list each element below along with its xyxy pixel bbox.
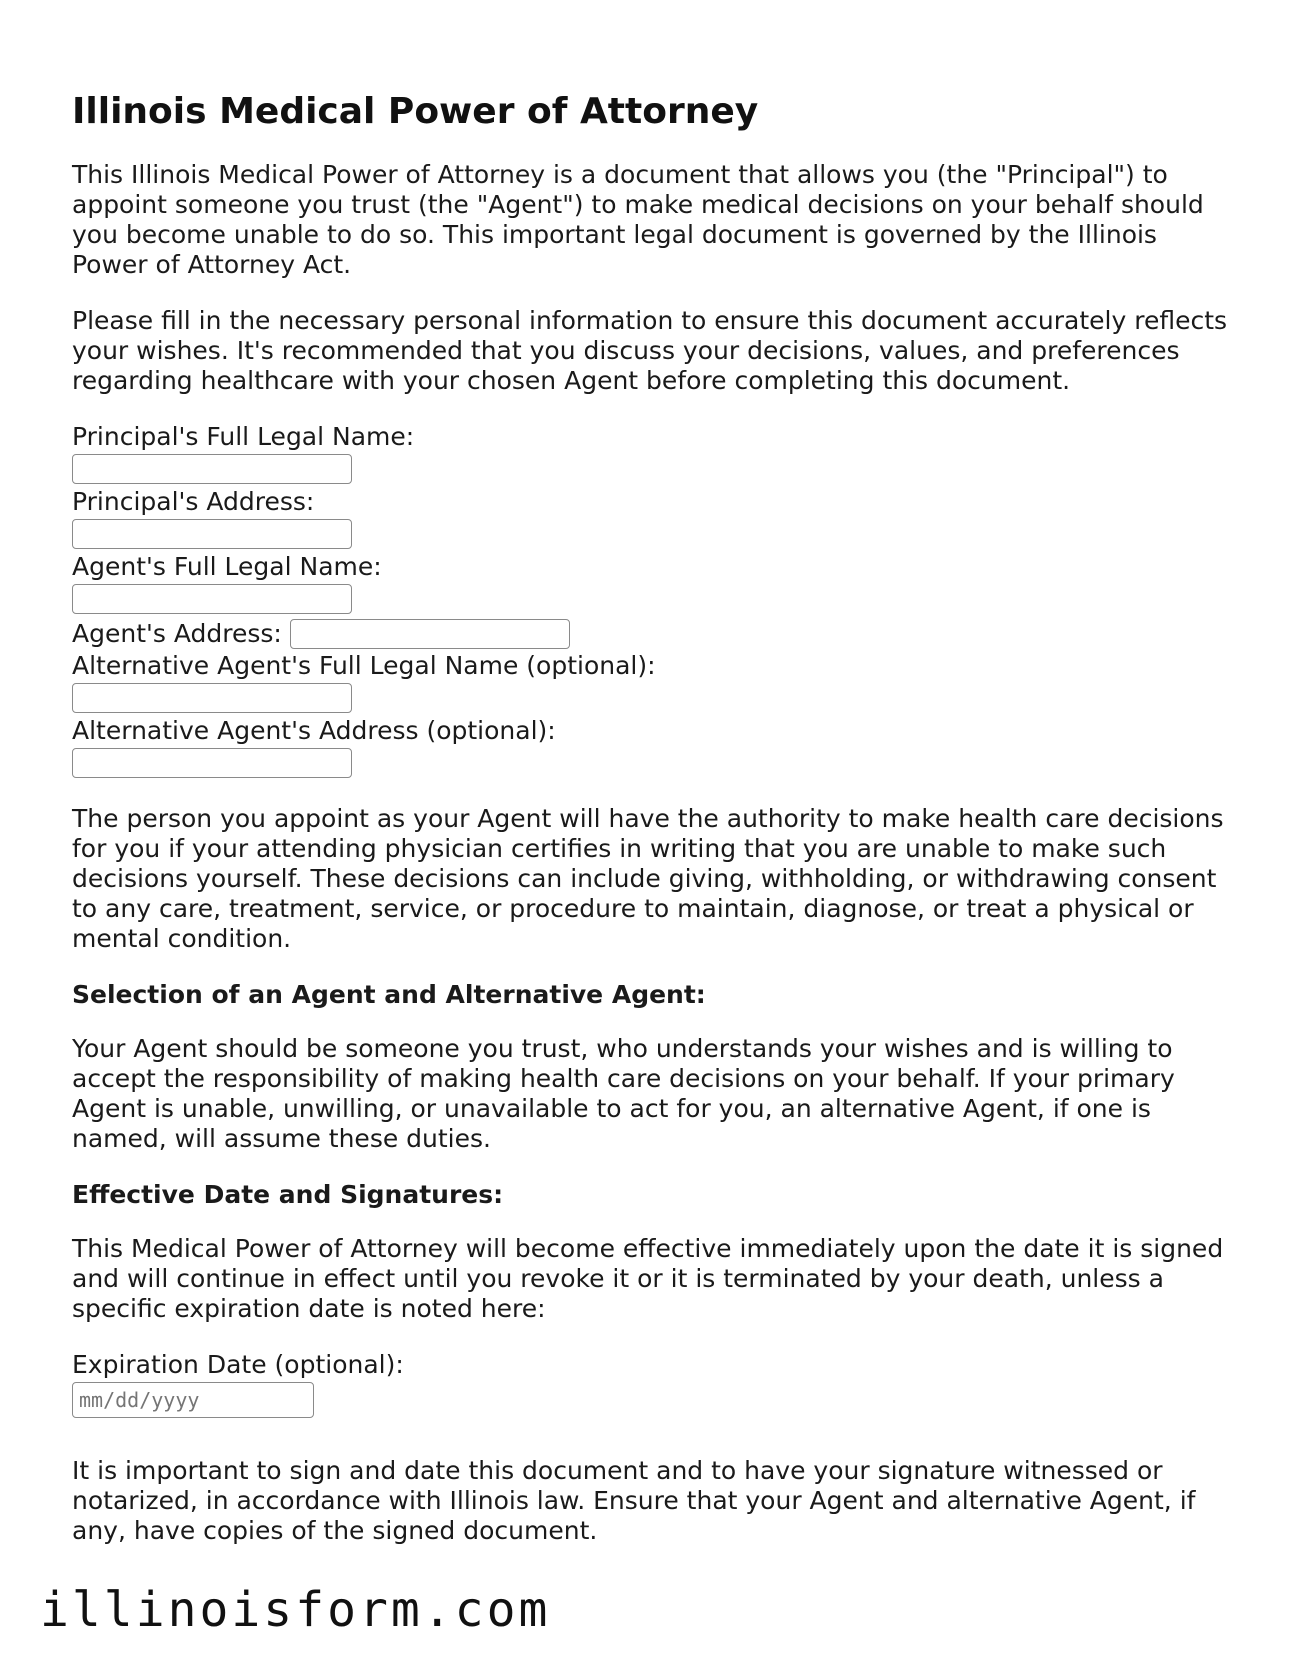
expiration-date-field [72,1350,1232,1418]
personal-info-fields [72,422,1232,778]
principal-name-label: Principal's Full Legal Name: [72,422,415,451]
agent-name-input[interactable] [72,584,352,614]
expiration-date-input[interactable] [72,1382,314,1418]
principal-name-input[interactable] [72,454,352,484]
closing-paragraph: It is important to sign and date this document and to have your signature witnessed or notarized, in accordance with Illinois law. Ensure that your Agent and alternative Agent, if any, have copies of the signed document. [72,1456,1196,1545]
alt-agent-address-label: Alternative Agent's Address (optional): [72,716,556,745]
alt-agent-name-label: Alternative Agent's Full Legal Name (optional): [72,651,656,680]
expiration-date-label: Expiration Date (optional): [72,1350,404,1379]
alt-agent-name-input[interactable] [72,683,352,713]
agent-name-label: Agent's Full Legal Name: [72,552,382,581]
principal-address-label: Principal's Address: [72,487,315,516]
site-watermark: illinoisform.com [40,1582,551,1638]
agent-address-row [72,617,1232,651]
agent-address-input[interactable] [290,619,570,649]
intro-paragraph-2: Please fill in the necessary personal information to ensure this document accurately reflects your wishes. It's recommended that you discuss your decisions, values, and preferences regarding healthcare with your chosen Agent before completing this document. [72,306,1228,395]
authority-paragraph: The person you appoint as your Agent will have the authority to make health care decisions for you if your attending physician certifies in writing that you are unable to make such decisions yourself. These decisions can include giving, withholding, or withdrawing consent to any care, treatment, service, or procedure to maintain, diagnose, or treat a physical or mental condition. [72,804,1224,953]
effective-paragraph: This Medical Power of Attorney will become effective immediately upon the date it is signed and will continue in effect until you revoke it or it is terminated by your death, unless a specific expiration date is noted here: [72,1234,1224,1323]
principal-address-input[interactable] [72,519,352,549]
agent-address-label: Agent's Address: [72,619,282,648]
intro-paragraph-1: This Illinois Medical Power of Attorney is a document that allows you (the "Principal") to appoint someone you trust (the "Agent") to make medical decisions on your behalf should you become unable to do so. This important legal document is governed by the Illinois Power of Attorney Act. [72,160,1204,279]
effective-heading: Effective Date and Signatures: [72,1180,504,1209]
alt-agent-address-input[interactable] [72,748,352,778]
page-title: Illinois Medical Power of Attorney [72,91,759,132]
selection-heading: Selection of an Agent and Alternative Agent: [72,980,706,1009]
selection-paragraph: Your Agent should be someone you trust, who understands your wishes and is willing to accept the responsibility of making health care decisions on your behalf. If your primary Agent is unable, unwilling, or unavailable to act for you, an alternative Agent, if one is named, will assume these duties. [72,1034,1175,1153]
document-page [72,88,1232,1572]
